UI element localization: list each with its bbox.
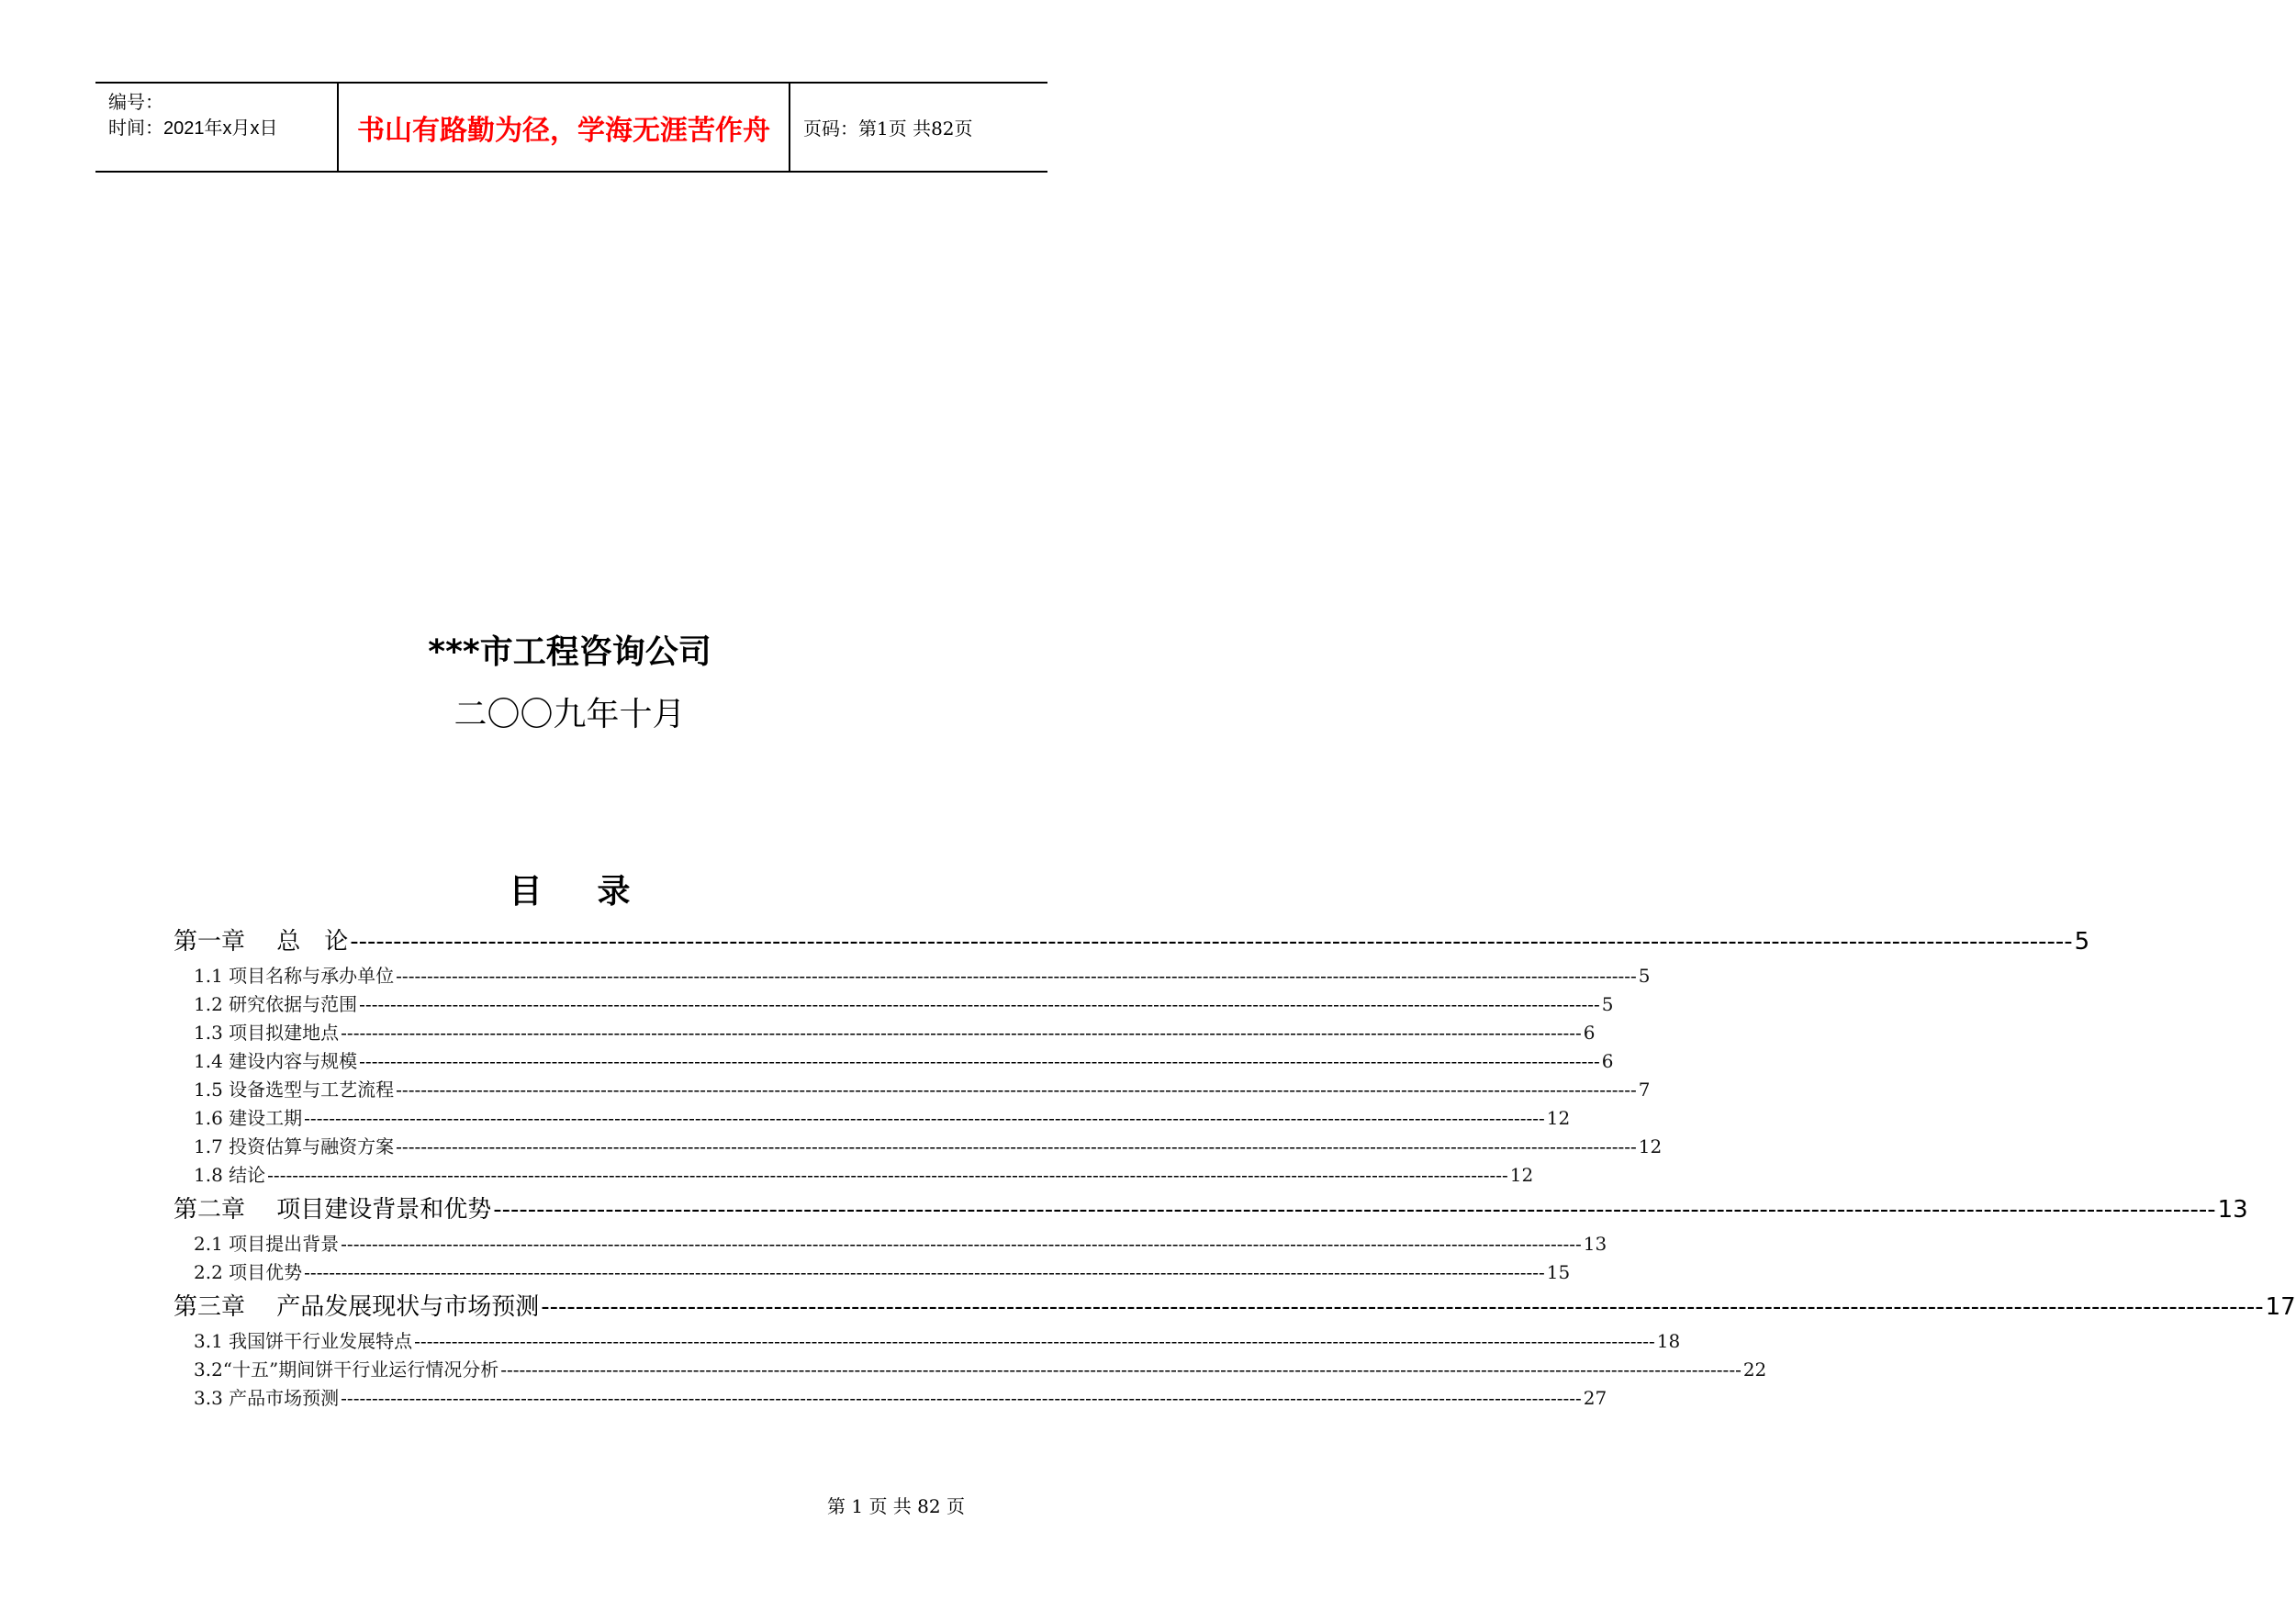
document-time-label: 时间：2021年x月x日 bbox=[108, 118, 278, 139]
toc-section-entry[interactable] bbox=[174, 1384, 1607, 1413]
toc-dot-leader: -------------------------------------------------------------------------------------------------------------------------------------------------------------------------------------------------------- bbox=[500, 1358, 1742, 1381]
toc-dot-leader: -------------------------------------------------------------------------------------------------------------------------------------------------------------------------------------------------------- bbox=[267, 1164, 1508, 1186]
toc-dot-leader: -------------------------------------------------------------------------------------------------------------------------------------------------------------------------------------------------------- bbox=[396, 965, 1637, 987]
toc-dot-leader: -------------------------------------------------------------------------------------------------------------------------------------------------------------------------------------------------------- bbox=[304, 1261, 1545, 1283]
toc-section-entry[interactable] bbox=[174, 1327, 1681, 1356]
toc-entry-label: 1.2 研究依据与范围 bbox=[194, 993, 358, 1015]
toc-dot-leader: -------------------------------------------------------------------------------------------------------------------------------------------------------------------------------------------------------- bbox=[341, 1387, 1582, 1409]
toc-entry-page: 12 bbox=[1509, 1164, 1534, 1186]
toc-dot-leader: -------------------------------------------------------------------------------------------------------------------------------------------------------------------------------------------------------- bbox=[396, 1135, 1637, 1157]
table-of-contents bbox=[174, 922, 2296, 1413]
header-meta-cell bbox=[95, 84, 339, 171]
toc-entry-label: 1.6 建设工期 bbox=[194, 1107, 303, 1129]
toc-dot-leader: -------------------------------------------------------------------------------------------------------------------------------------------------------------------------------------------------------- bbox=[359, 993, 1600, 1015]
toc-section-entry[interactable] bbox=[174, 1133, 1663, 1161]
toc-section-entry[interactable] bbox=[174, 990, 1614, 1019]
toc-dot-leader: -------------------------------------------------------------------------------------------------------------------------------------------------------------------------------------------------------- bbox=[493, 1196, 2216, 1224]
toc-entry-label: 1.3 项目拟建地点 bbox=[194, 1022, 340, 1044]
toc-entry-label: 3.2“十五”期间饼干行业运行情况分析 bbox=[194, 1358, 499, 1381]
toc-title: 目录 bbox=[509, 873, 686, 911]
toc-section-entry[interactable] bbox=[174, 1019, 1596, 1047]
toc-entry-label: 1.8 结论 bbox=[194, 1164, 266, 1186]
toc-section-entry[interactable] bbox=[174, 1230, 1607, 1258]
toc-dot-leader: -------------------------------------------------------------------------------------------------------------------------------------------------------------------------------------------------------- bbox=[341, 1022, 1582, 1044]
toc-dot-leader: -------------------------------------------------------------------------------------------------------------------------------------------------------------------------------------------------------- bbox=[396, 1079, 1637, 1101]
page-footer: 第 1 页 共 82 页 bbox=[827, 1495, 965, 1517]
header-motto: 书山有路勤为径，学海无涯苦作舟 bbox=[339, 84, 790, 171]
toc-entry-label: 第三章 产品发展现状与市场预测 bbox=[174, 1293, 540, 1321]
toc-entry-label: 3.1 我国饼干行业发展特点 bbox=[194, 1330, 413, 1352]
toc-entry-label: 3.3 产品市场预测 bbox=[194, 1387, 340, 1409]
toc-section-entry[interactable] bbox=[174, 1258, 1571, 1287]
toc-dot-leader: -------------------------------------------------------------------------------------------------------------------------------------------------------------------------------------------------------- bbox=[304, 1107, 1545, 1129]
toc-entry-label: 2.1 项目提出背景 bbox=[194, 1233, 340, 1255]
toc-entry-label: 2.2 项目优势 bbox=[194, 1261, 303, 1283]
toc-section-entry[interactable] bbox=[174, 962, 1651, 990]
toc-dot-leader: -------------------------------------------------------------------------------------------------------------------------------------------------------------------------------------------------------- bbox=[359, 1050, 1600, 1072]
toc-dot-leader: -------------------------------------------------------------------------------------------------------------------------------------------------------------------------------------------------------- bbox=[341, 1233, 1582, 1255]
toc-entry-page: 12 bbox=[1546, 1107, 1571, 1129]
toc-entry-label: 1.7 投资估算与融资方案 bbox=[194, 1135, 395, 1157]
toc-entry-page: 13 bbox=[1583, 1233, 1607, 1255]
company-name: ***市工程咨询公司 bbox=[428, 633, 711, 671]
header-page-info: 页码：第1页 共82页 bbox=[803, 117, 973, 140]
toc-entry-page: 6 bbox=[1583, 1022, 1596, 1044]
toc-entry-page: 6 bbox=[1601, 1050, 1614, 1072]
toc-dot-leader: -------------------------------------------------------------------------------------------------------------------------------------------------------------------------------------------------------- bbox=[350, 928, 2073, 956]
toc-entry-page: 5 bbox=[2074, 928, 2090, 956]
toc-entry-page: 22 bbox=[1742, 1358, 1767, 1381]
toc-entry-page: 18 bbox=[1656, 1330, 1681, 1352]
toc-entry-page: 15 bbox=[1546, 1261, 1571, 1283]
header-table bbox=[95, 82, 1047, 173]
toc-section-entry[interactable] bbox=[174, 1104, 1571, 1133]
toc-entry-page: 12 bbox=[1638, 1135, 1663, 1157]
cover-date: 二〇〇九年十月 bbox=[454, 696, 686, 733]
toc-entry-page: 7 bbox=[1638, 1079, 1651, 1101]
toc-entry-label: 第一章 总 论 bbox=[174, 928, 349, 956]
toc-dot-leader: -------------------------------------------------------------------------------------------------------------------------------------------------------------------------------------------------------- bbox=[414, 1330, 1655, 1352]
document-number-label: 编号： bbox=[108, 93, 163, 113]
toc-chapter-entry[interactable] bbox=[174, 1190, 2248, 1230]
toc-entry-label: 第二章 项目建设背景和优势 bbox=[174, 1196, 492, 1224]
toc-section-entry[interactable] bbox=[174, 1356, 1767, 1384]
toc-section-entry[interactable] bbox=[174, 1047, 1614, 1076]
toc-chapter-entry[interactable] bbox=[174, 922, 2090, 962]
toc-entry-label: 1.1 项目名称与承办单位 bbox=[194, 965, 395, 987]
toc-entry-label: 1.5 设备选型与工艺流程 bbox=[194, 1079, 395, 1101]
toc-entry-page: 27 bbox=[1583, 1387, 1607, 1409]
toc-section-entry[interactable] bbox=[174, 1161, 1534, 1190]
toc-chapter-entry[interactable] bbox=[174, 1287, 2296, 1327]
toc-entry-page: 5 bbox=[1601, 993, 1614, 1015]
toc-section-entry[interactable] bbox=[174, 1076, 1651, 1104]
toc-entry-page: 17 bbox=[2265, 1293, 2296, 1321]
toc-dot-leader: -------------------------------------------------------------------------------------------------------------------------------------------------------------------------------------------------------- bbox=[541, 1293, 2264, 1321]
toc-entry-page: 13 bbox=[2217, 1196, 2248, 1224]
toc-entry-label: 1.4 建设内容与规模 bbox=[194, 1050, 358, 1072]
toc-entry-page: 5 bbox=[1638, 965, 1651, 987]
